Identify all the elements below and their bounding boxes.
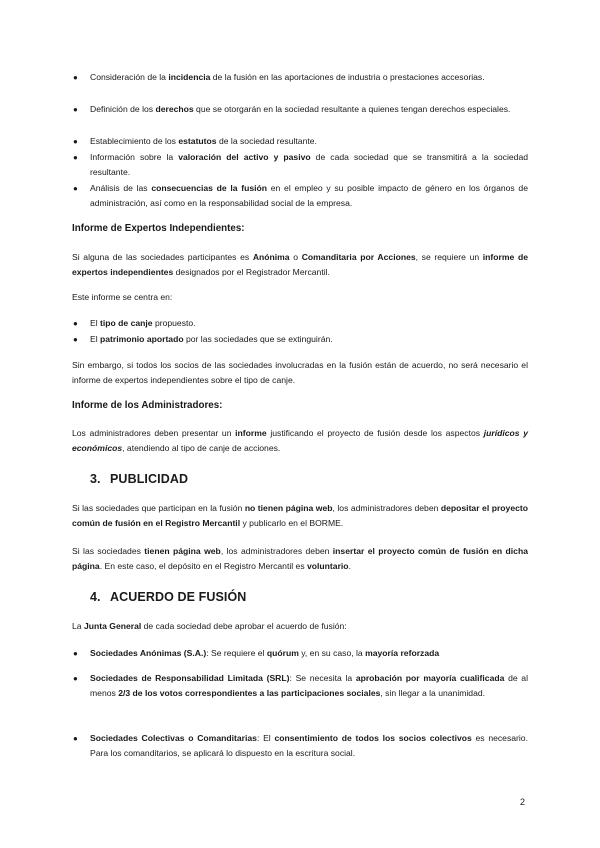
bullet-icon: ●: [73, 105, 78, 114]
list-item: [73, 332, 528, 347]
list-item-text: Sociedades Colectivas o Comanditarias: El consentimiento de todos los socios colectivos es necesario. Para los comanditarios, se aplicará lo dispuesto en la escritura social.: [90, 733, 528, 759]
list-item: [73, 150, 529, 181]
list-item-text: Definición de los derechos que se otorgarán en la sociedad resultante a quienes tengan derechos especiales.: [90, 104, 511, 114]
section-subheading: Informe de los Administradores:: [72, 400, 223, 411]
list-item-text: El patrimonio aportado por las sociedades que se extinguirán.: [90, 334, 333, 344]
section-title: PUBLICIDAD: [110, 472, 189, 486]
bullet-icon: ●: [73, 335, 78, 344]
bullet-icon: ●: [73, 153, 78, 162]
list-item: [73, 102, 528, 117]
list-item: [73, 731, 528, 762]
list-item-text: Consideración de la incidencia de la fusión en las aportaciones de industria o prestaciones accesorias.: [90, 72, 485, 82]
paragraph: Los administradores deben presentar un informe justificando el proyecto de fusión desde los aspectos jurídicos y económicos, atendiendo al tipo de canje de acciones.: [72, 428, 528, 454]
list-item: [73, 671, 528, 702]
section-heading-publicidad: [90, 472, 390, 488]
list-item-text: Análisis de las consecuencias de la fusión en el empleo y su posible impacto de género en los órganos de administración, así como en la responsabilidad social de la empresa.: [90, 183, 528, 209]
list-item-text: Establecimiento de los estatutos de la sociedad resultante.: [90, 136, 317, 146]
paragraph: Sin embargo, si todos los socios de las sociedades involucradas en la fusión están de acuerdo, no será necesario el informe de expertos independientes sobre el tipo de canje.: [72, 360, 528, 386]
list-item-text: Sociedades de Responsabilidad Limitada (SRL): Se necesita la aprobación por mayoría cualificada de al menos 2/3 de los votos correspondientes a las participaciones sociales, sin llegar a la unanimidad.: [90, 673, 528, 699]
list-item: [73, 134, 528, 149]
bullet-icon: ●: [73, 137, 78, 146]
section-heading-acuerdo: [90, 590, 390, 606]
section-subheading: Informe de Expertos Independientes:: [72, 223, 245, 234]
paragraph: Si las sociedades que participan en la fusión no tienen página web, los administradores deben depositar el proyecto común de fusión en el Registro Mercantil y publicarlo en el BORME.: [72, 503, 528, 529]
bullet-icon: ●: [73, 649, 78, 658]
page-number: 2: [520, 797, 526, 807]
list-item: [73, 646, 528, 661]
bullet-icon: ●: [73, 184, 78, 193]
list-item: [73, 181, 528, 212]
list-item: [73, 70, 528, 85]
list-item-text: Información sobre la valoración del activo y pasivo de cada sociedad que se transmitirá a la sociedad resultante.: [90, 152, 529, 178]
paragraph: Si alguna de las sociedades participantes es Anónima o Comanditaria por Acciones, se requiere un informe de expertos independientes designados por el Registrador Mercantil.: [72, 252, 528, 278]
section-number: 4.: [90, 590, 101, 604]
bullet-icon: ●: [73, 734, 78, 743]
paragraph: Este informe se centra en:: [72, 292, 173, 302]
paragraph: Si las sociedades tienen página web, los administradores deben insertar el proyecto común de fusión en dicha página. En este caso, el depósito en el Registro Mercantil es voluntario.: [72, 546, 528, 572]
section-number: 3.: [90, 472, 101, 486]
list-item-text: Sociedades Anónimas (S.A.): Se requiere el quórum y, en su caso, la mayoría reforzada: [90, 648, 440, 658]
bullet-icon: ●: [73, 674, 78, 683]
list-item: [73, 316, 528, 331]
paragraph: La Junta General de cada sociedad debe aprobar el acuerdo de fusión:: [72, 621, 347, 631]
bullet-icon: ●: [73, 319, 78, 328]
bullet-icon: ●: [73, 73, 78, 82]
section-title: ACUERDO DE FUSIÓN: [110, 590, 247, 604]
list-item-text: El tipo de canje propuesto.: [90, 318, 196, 328]
